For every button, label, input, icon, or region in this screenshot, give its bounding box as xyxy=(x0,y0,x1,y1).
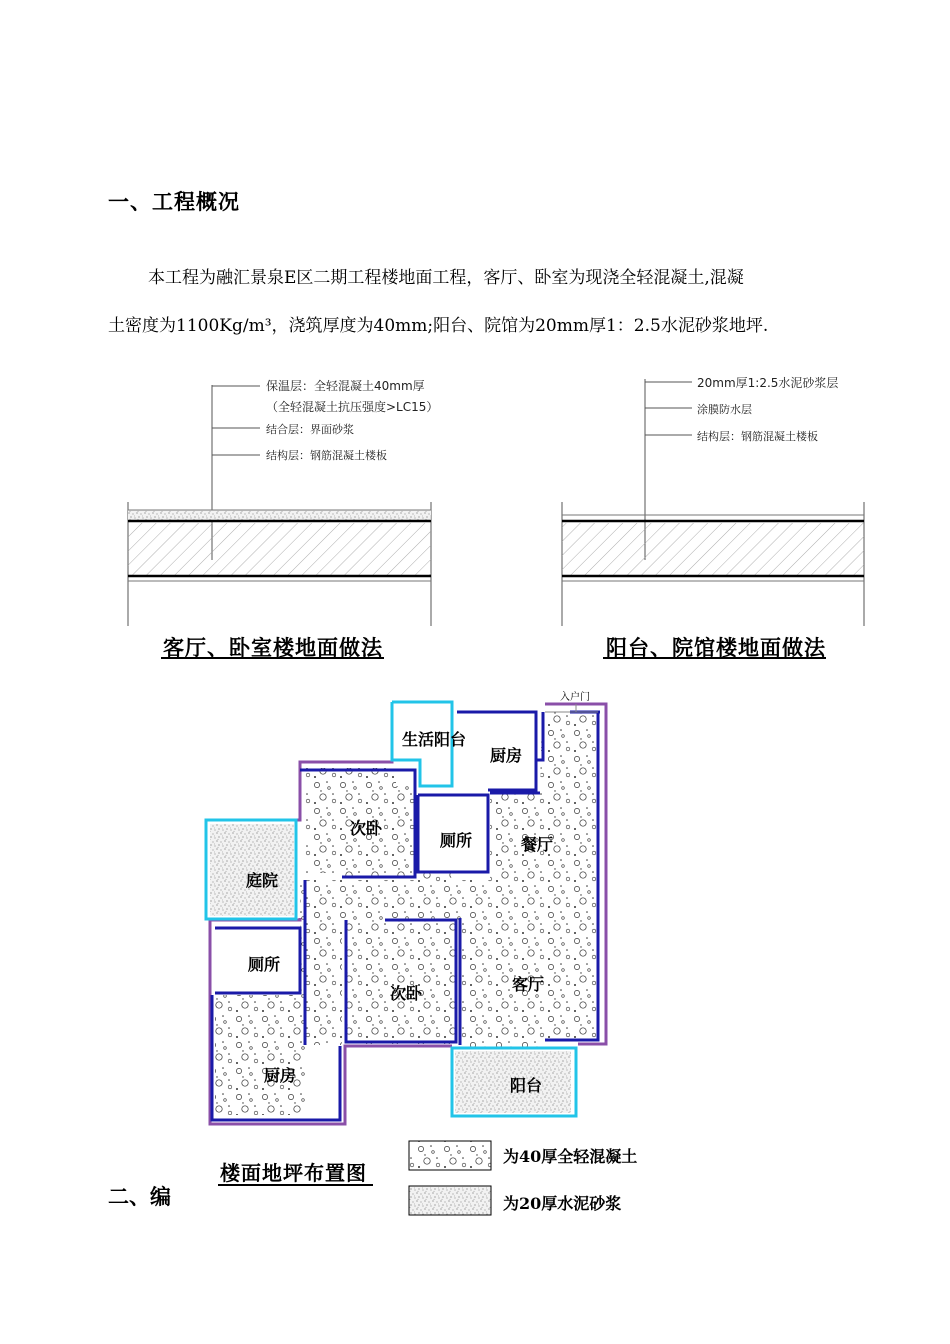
room-label-bedroom-top: 次卧 xyxy=(350,819,383,838)
detail-left-callout-2: （全轻混凝土抗压强度>LC15） xyxy=(266,400,439,414)
room-label-kitchen-bottom: 厨房 xyxy=(264,1066,297,1085)
room-label-toilet-left: 厕所 xyxy=(248,955,281,974)
detail-right-caption: 阳台、院馆楼地面做法 xyxy=(606,635,826,660)
room-label-dining: 餐厅 xyxy=(521,835,554,854)
detail-right-callout-2: 涂膜防水层 xyxy=(697,403,752,416)
room-label-kitchen-top: 厨房 xyxy=(490,746,523,765)
section-heading-2: 二、编 xyxy=(108,1184,171,1209)
detail-left-callout-4: 结构层：钢筋混凝土楼板 xyxy=(266,449,387,462)
room-label-bedroom-bottom: 次卧 xyxy=(390,984,423,1003)
detail-left-caption: 客厅、卧室楼地面做法 xyxy=(163,635,383,660)
room-label-living: 客厅 xyxy=(512,975,545,994)
room-label-service-balcony: 生活阳台 xyxy=(402,730,467,749)
legend-swatch-concrete xyxy=(409,1141,491,1170)
overview-paragraph-line1: 本工程为融汇景泉E区二期工程楼地面工程，客厅、卧室为现浇全轻混凝土,混凝 xyxy=(148,268,744,288)
legend-swatch-mortar xyxy=(409,1186,491,1215)
detail-left-callout-1: 保温层：全轻混凝土40mm厚 xyxy=(266,379,425,393)
room-label-courtyard: 庭院 xyxy=(246,871,279,890)
entry-door-label: 入户门 xyxy=(560,692,590,703)
section-heading-overview: 一、工程概况 xyxy=(108,189,240,214)
room-label-toilet-center: 厕所 xyxy=(440,831,473,850)
detail-right-callout-1: 20mm厚1:2.5水泥砂浆层 xyxy=(697,376,839,390)
detail-left-callout-3: 结合层：界面砂浆 xyxy=(266,423,354,436)
room-label-balcony-bottom: 阳台 xyxy=(510,1076,543,1095)
plan-title: 楼面地坪布置图 xyxy=(220,1161,367,1185)
floor-plan xyxy=(206,702,606,1124)
overview-paragraph-line2: 土密度为1100Kg/m³，浇筑厚度为40mm;阳台、院馆为20mm厚1：2.5水泥砂浆地坪. xyxy=(108,316,769,336)
legend-label-concrete: 为40厚全轻混凝土 xyxy=(503,1147,638,1166)
detail-right-callout-3: 结构层：钢筋混凝土楼板 xyxy=(697,430,818,443)
legend-label-mortar: 为20厚水泥砂浆 xyxy=(503,1194,622,1213)
